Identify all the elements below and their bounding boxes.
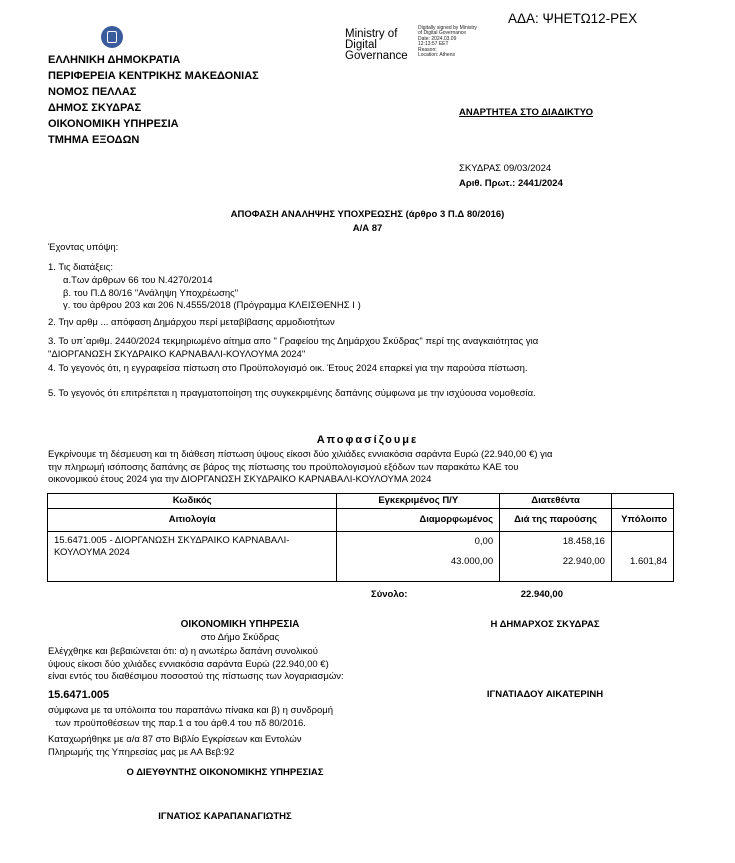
decision-line: οικονομικού έτους 2024 για την ΔΙΟΡΓΑΝΩΣΗ ΣΚΥΔΡΑΙΚΟ ΚΑΡΝΑΒΑΛΙ-ΚΟΥΛΟΥΜΑ 2024 bbox=[48, 474, 432, 485]
finance-sums bbox=[48, 705, 333, 730]
row-current bbox=[500, 532, 612, 582]
director-name: ΙΓΝΑΤΙΟΣ ΚΑΡΑΠΑΝΑΓΙΩΤΗΣ bbox=[158, 811, 292, 822]
place-date: ΣΚΥΔΡΑΣ 09/03/2024 bbox=[459, 163, 552, 174]
sum-value: 22.940,00 bbox=[520, 589, 563, 600]
considering-subitem: γ. του άρθρου 203 και 206 Ν.4555/2018 (Πρόγραμμα ΚΛΕΙΣΘΕΝΗΣ Ι ) bbox=[63, 300, 361, 311]
posting-note: ΑΝΑΡΤΗΤΕΑ ΣΤΟ ΔΙΑΔΙΚΤΥΟ bbox=[459, 107, 594, 118]
considering-sublist bbox=[63, 275, 361, 313]
document-title: ΑΠΟΦΑΣΗ ΑΝΑΛΗΨΗΣ ΥΠΟΧΡΕΩΣΗΣ (άρθρο 3 Π.Δ 80/2016) bbox=[230, 209, 505, 220]
considering-item-1: 1. Τις διατάξεις: bbox=[48, 262, 113, 273]
ministry-line: Governance bbox=[345, 50, 408, 62]
signature-line: Digitally signed by Ministry bbox=[418, 25, 477, 31]
finance-reg-line: Καταχωρήθηκε με α/α 87 στο Βιβλίο Εγκρίσεων και Εντολών bbox=[48, 734, 302, 745]
finance-sub: στο Δήμο Σκύδρας bbox=[200, 632, 280, 643]
finance-heading: ΟΙΚΟΝΟΜΙΚΗ ΥΠΗΡΕΣΙΑ bbox=[180, 619, 300, 630]
table-subheader-row bbox=[48, 509, 674, 532]
considering-intro: Έχοντας υπόψη: bbox=[48, 242, 119, 253]
budget-table bbox=[47, 493, 674, 582]
row-remaining bbox=[611, 532, 673, 582]
mayor-name: ΙΓΝΑΤΙΑΔΟΥ ΑΙΚΑΤΕΡΙΝΗ bbox=[486, 689, 604, 700]
ada-code: ΑΔΑ: ΨΗΕΤΩ12-ΡΕΧ bbox=[508, 11, 638, 26]
finance-check-line: ύψους είκοσι δύο χιλιάδες εννιακόσια σαράντα Ευρώ (22.940,00 €) bbox=[48, 658, 329, 670]
issuer-block bbox=[48, 52, 259, 148]
considering-subitem: α.Των άρθρων 66 του Ν.4270/2014 bbox=[63, 275, 213, 286]
finance-check bbox=[48, 646, 405, 684]
considering-subitem: β. του Π.Δ 80/16 "Ανάληψη Υποχρέωσης" bbox=[63, 287, 239, 299]
row-current-b: 22.940,00 bbox=[562, 556, 605, 567]
issuer-line: ΔΗΜΟΣ ΣΚΥΔΡΑΣ bbox=[48, 102, 142, 114]
mayor-title: Η ΔΗΜΑΡΧΟΣ ΣΚΥΔΡΑΣ bbox=[490, 619, 600, 630]
decision-heading: Αποφασίζουμε bbox=[316, 434, 419, 446]
header-remaining: Υπόλοιπο bbox=[611, 509, 673, 532]
row-description: 15.6471.005 - ΔΙΟΡΓΑΝΩΣΗ ΣΚΥΔΡΑΙΚΟ ΚΑΡΝΑΒΑΛΙ-ΚΟΥΛΟΥΜΑ 2024 bbox=[48, 532, 337, 582]
decision-number: Α/Α 87 bbox=[352, 223, 383, 234]
signature-line: Reason: bbox=[418, 46, 437, 53]
row-formed-a: 0,00 bbox=[474, 536, 494, 547]
finance-sums-line: των προϋποθέσεων της παρ.1 α του άρθ.4 του πδ 80/2016. bbox=[55, 717, 306, 729]
header-current: Διά της παρούσης bbox=[500, 509, 612, 532]
considering-item-5: 5. Το γεγονός ότι επιτρέπεται η πραγματοποίηση της συγκεκριμένης δαπάνης σύμφωνα με την ισχύουσα νομοθεσία. bbox=[48, 388, 536, 399]
sum-label: Σύνολο: bbox=[371, 589, 408, 600]
considering-item-4: 4. Το γεγονός ότι, η εγγραφείσα πίστωση στο Προϋπολογισμό οικ. Έτους 2024 επαρκεί για την παρούσα πίστωση. bbox=[48, 363, 528, 374]
table-row bbox=[48, 532, 674, 582]
header-formed: Διαμορφωμένος bbox=[337, 509, 500, 532]
decision-text bbox=[48, 449, 674, 487]
row-formed bbox=[337, 532, 500, 582]
ministry-stamp bbox=[345, 29, 408, 62]
issuer-line: ΟΙΚΟΝΟΜΙΚΗ ΥΠΗΡΕΣΙΑ bbox=[48, 118, 179, 130]
table-header-row bbox=[48, 494, 674, 509]
row-remaining-value: 1.601,84 bbox=[630, 556, 667, 567]
finance-reg-line: Πληρωμής της Υπηρεσίας μας με ΑΑ Βεβ:92 bbox=[48, 746, 235, 758]
header-available: Διατεθέντα bbox=[500, 494, 612, 509]
considering-item-3 bbox=[48, 336, 538, 361]
considering-item-3-line: 3. Το υπ΄αριθμ. 2440/2024 τεκμηριωμένο αίτημα απο " Γραφείου της Δημάρχου Σκύδρας" περί της αναγκαιότητας για bbox=[48, 336, 539, 347]
signature-line: 12:13:57 EET bbox=[418, 41, 449, 48]
greek-emblem-icon bbox=[101, 26, 123, 48]
director-title: Ο ΔΙΕΥΘΥΝΤΗΣ ΟΙΚΟΝΟΜΙΚΗΣ ΥΠΗΡΕΣΙΑΣ bbox=[126, 767, 324, 778]
finance-registration bbox=[48, 734, 405, 759]
signature-line: Location: Athens bbox=[418, 52, 455, 59]
decision-line: την πληρωμή ισόποσης δαπάνης σε βάρος της πίστωσης του προϋπολογισμού εξόδων των παρακάτω ΚΑΕ του bbox=[48, 461, 519, 473]
header-reason: Αιτιολογία bbox=[48, 509, 337, 532]
finance-sums-line: σύμφωνα με τα υπόλοιπα του παραπάνω πίνακα και β) η συνδρομή bbox=[48, 705, 334, 716]
header-code: Κωδικός bbox=[48, 494, 337, 509]
ministry-line: Ministry of bbox=[345, 28, 398, 40]
signature-line: of Digital Governance bbox=[418, 30, 467, 37]
header-empty bbox=[611, 494, 673, 509]
row-formed-b: 43.000,00 bbox=[450, 556, 494, 567]
digital-signature bbox=[418, 26, 477, 58]
issuer-line: ΤΜΗΜΑ ΕΞΟΔΩΝ bbox=[48, 134, 140, 146]
finance-code: 15.6471.005 bbox=[48, 689, 110, 701]
finance-check-line: είναι εντός του διαθέσιμου ποσοστού της πίστωσης των λογαριασμών: bbox=[48, 671, 344, 682]
finance-check-line: Ελέγχθηκε και βεβαιώνεται ότι: α) η ανωτέρω δαπάνη συνολικού bbox=[48, 646, 318, 657]
signature-line: Date: 2024.03.09 bbox=[418, 35, 457, 42]
header-approved: Εγκεκριμένος Π/Υ bbox=[337, 494, 500, 509]
issuer-line: ΕΛΛΗΝΙΚΗ ΔΗΜΟΚΡΑΤΙΑ bbox=[48, 54, 181, 66]
ministry-line: Digital bbox=[345, 39, 377, 51]
issuer-line: ΠΕΡΙΦΕΡΕΙΑ ΚΕΝΤΡΙΚΗΣ ΜΑΚΕΔΟΝΙΑΣ bbox=[48, 70, 259, 82]
row-current-a: 18.458,16 bbox=[562, 536, 605, 547]
issuer-line: ΝΟΜΟΣ ΠΕΛΛΑΣ bbox=[48, 86, 137, 98]
protocol-number: Αριθ. Πρωτ.: 2441/2024 bbox=[459, 178, 563, 189]
decision-line: Εγκρίνουμε τη δέσμευση και τη διάθεση πίστωση ύψους είκοσι δύο χιλιάδες εννιακόσια σαράντα Ευρώ (22.940,00 €) για bbox=[48, 449, 553, 460]
considering-item-3-line: "ΔΙΟΡΓΑΝΩΣΗ ΣΚΥΔΡΑΙΚΟ ΚΑΡΝΑΒΑΛΙ-ΚΟΥΛΟΥΜΑ 2024" bbox=[48, 348, 306, 360]
considering-item-2: 2. Την αρθμ ... απόφαση Δημάρχου περί μεταβίβασης αρμοδιοτήτων bbox=[48, 317, 335, 328]
